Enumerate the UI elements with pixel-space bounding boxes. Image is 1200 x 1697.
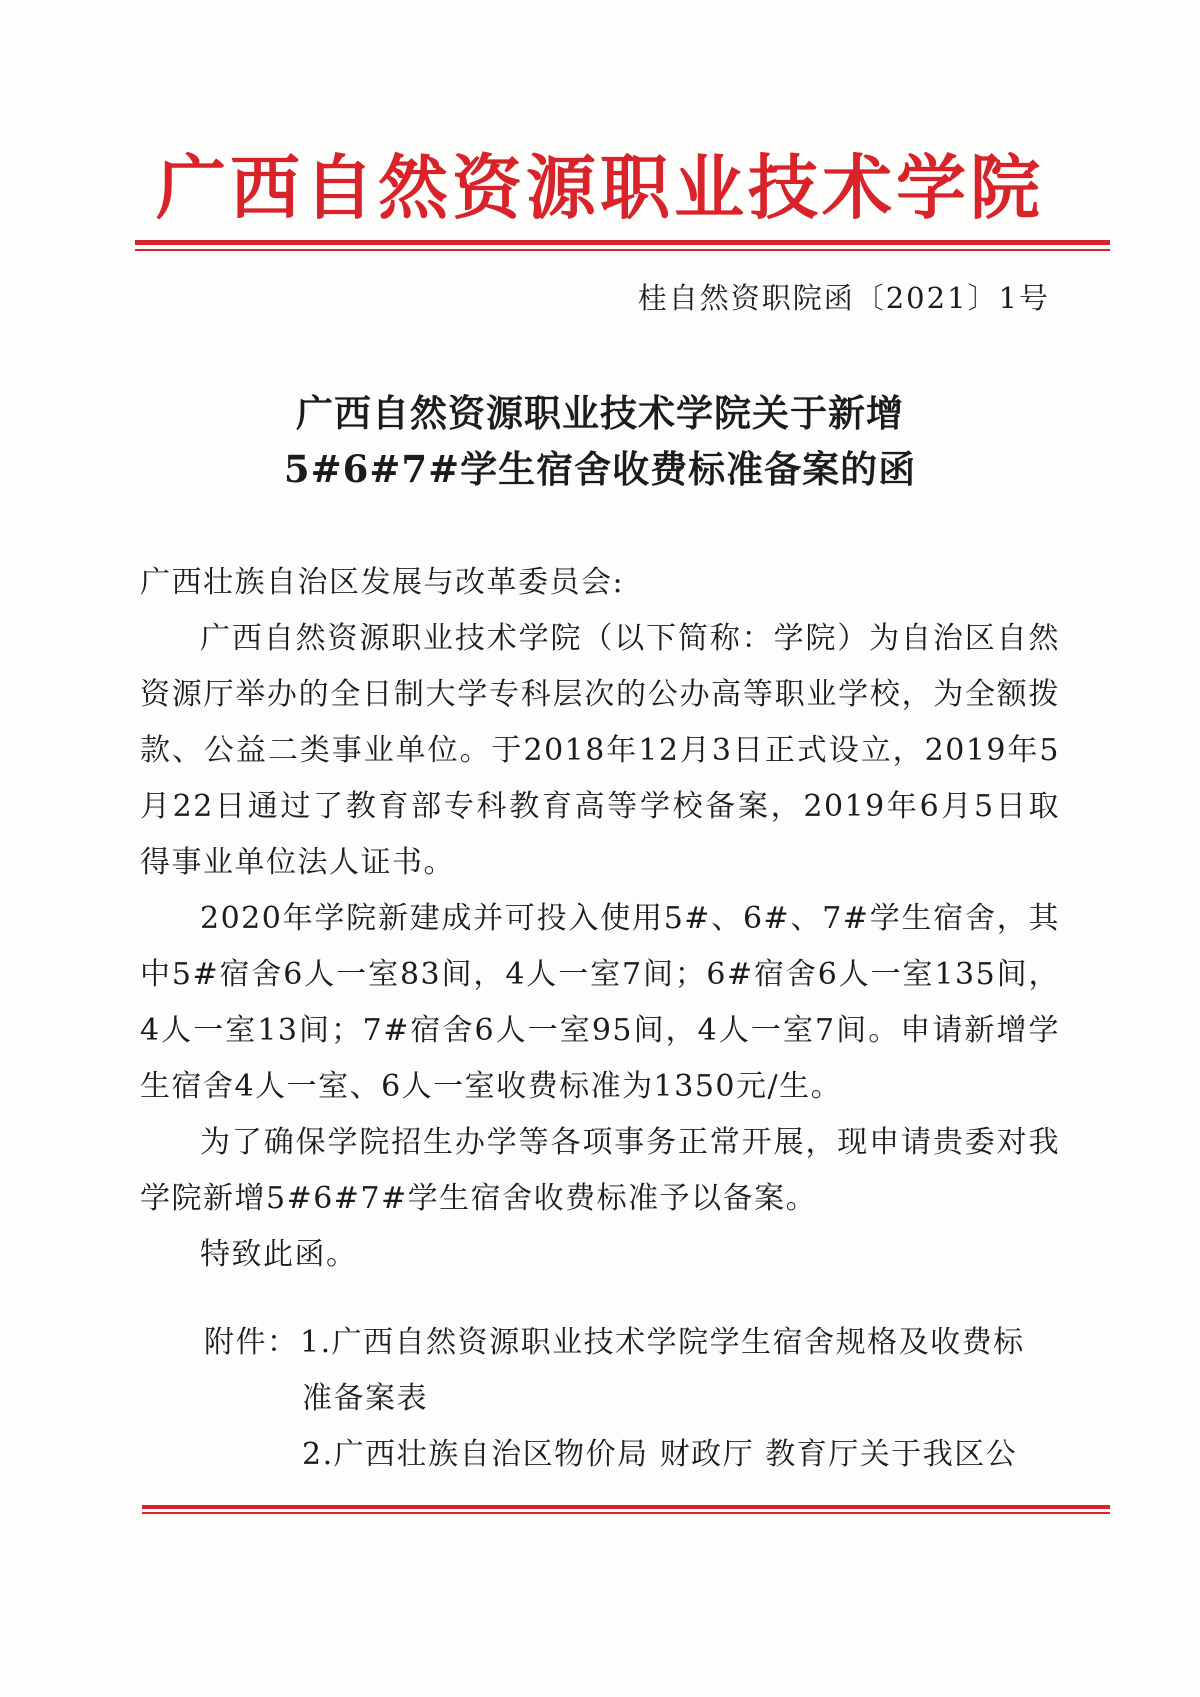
body-paragraph-2: 2020年学院新建成并可投入使用5#、6#、7#学生宿舍，其中5#宿舍6人一室83间，4人一室7间；6#宿舍6人一室135间，4人一室13间；7#宿舍6人一室95间，4人一室7间。申请新增学生宿舍4人一室、6人一室收费标准为1350元/生。 [140,901,1060,1104]
attachment-item-1 [140,1315,1060,1371]
body-paragraph-1: 广西自然资源职业技术学院（以下简称：学院）为自治区自然资源厅举办的全日制大学专科层次的公办高等职业学校，为全额拨款、公益二类事业单位。于2018年12月3日正式设立，2019年5月22日通过了教育部专科教育高等学校备案，2019年6月5日取得事业单位法人证书。 [140,621,1060,880]
document-title [140,385,1060,497]
document-body [140,555,1060,1283]
attachments-label: 附件： [204,1325,299,1360]
attachment-item-2: 2.广西壮族自治区物价局 财政厅 教育厅关于我区公 [302,1437,1018,1472]
salutation: 广西壮族自治区发展与改革委员会: [140,565,625,600]
closing-line: 特致此函。 [200,1237,358,1272]
footer-red-rule-thin [142,1512,1110,1514]
attachment-1-line-1: 1.广西自然资源职业技术学院学生宿舍规格及收费标 [300,1325,1025,1360]
document-number: 桂自然资职院函〔2021〕1号 [637,281,1050,315]
title-line-1: 广西自然资源职业技术学院关于新增 [296,391,904,435]
footer-red-rule-thick [142,1505,1110,1509]
header-red-rule-thick [135,240,1110,245]
attachment-1-line-2: 准备案表 [302,1381,428,1416]
title-line-2: 5#6#7#学生宿舍收费标准备案的函 [283,447,917,491]
header-red-rule-thin [135,249,1110,251]
institution-masthead: 广西自然资源职业技术学院 [156,147,1044,229]
attachments-section [140,1315,1060,1483]
body-paragraph-3: 为了确保学院招生办学等各项事务正常开展，现申请贵委对我学院新增5#6#7#学生宿舍收费标准予以备案。 [140,1125,1060,1216]
